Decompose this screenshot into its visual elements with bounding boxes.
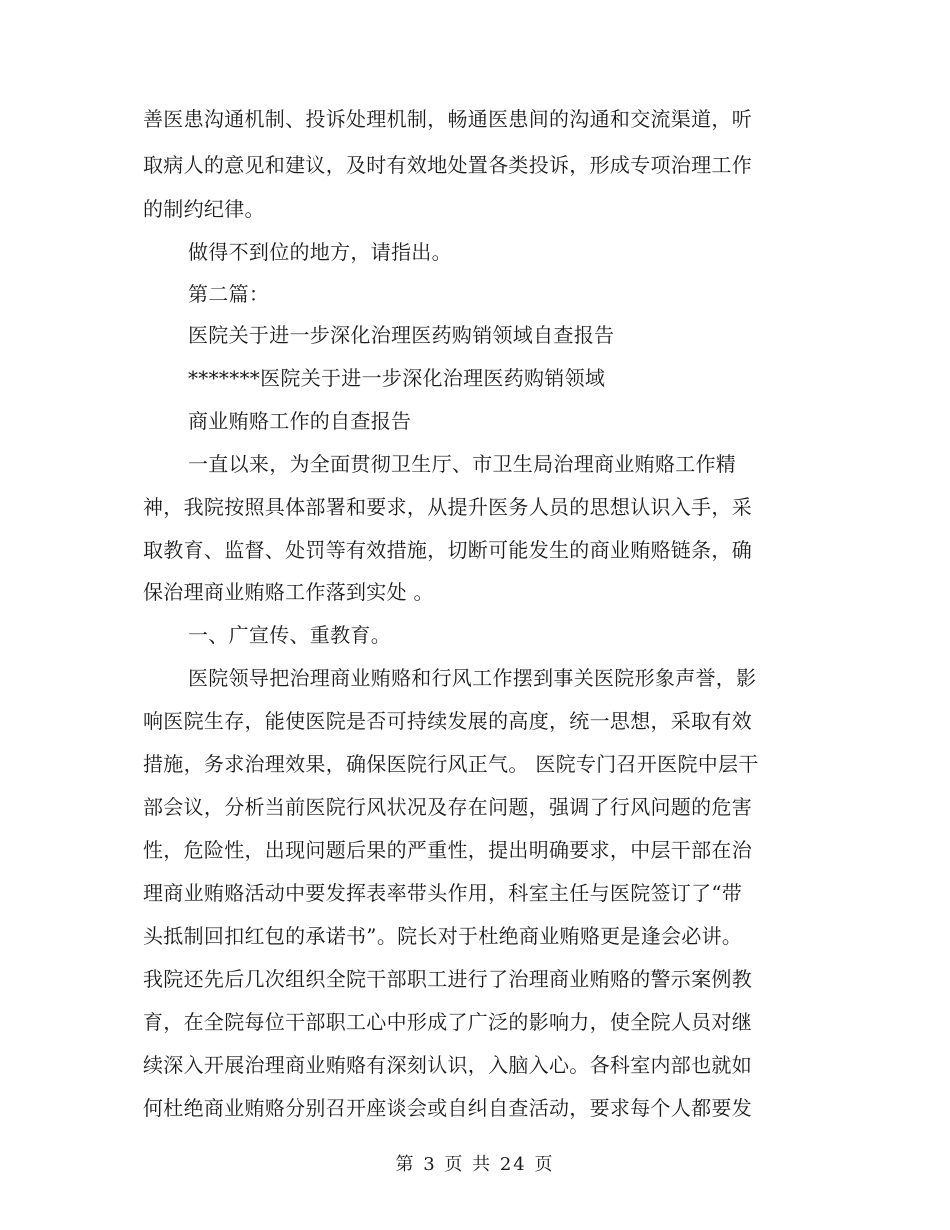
text-line: 取病人的意见和建议，及时有效地处置各类投诉，形成专项治理工作 [143,153,752,177]
text-line: 取教育、监督、处罚等有效措施，切断可能发生的商业贿赂链条，确 [143,538,752,562]
text-line: 措施，务求治理效果，确保医院行风正气。 医院专门召开医院中层干 [143,752,759,776]
text-line: 做得不到位的地方，请指出。 [188,240,452,264]
text-line: 一直以来，为全面贯彻卫生厅、市卫生局治理商业贿赂工作精 [188,452,737,476]
text-line: 善医患沟通机制、投诉处理机制，畅通医患间的沟通和交流渠道，听 [143,107,752,131]
report-heading: *******医院关于进一步深化治理医药购销领域 [188,366,606,390]
text-line: 何杜绝商业贿赂分别召开座谈会或自纠自查活动，要求每个人都要发 [143,1096,752,1120]
text-line: 医院领导把治理商业贿赂和行风工作摆到事关医院形象声誉，影 [188,666,757,690]
text-line: 头抵制回扣红包的承诺书”。院长对于杜绝商业贿赂更是逢会必讲。 [143,924,743,948]
text-line: 性，危险性，出现问题后果的严重性，提出明确要求，中层干部在治 [143,838,752,862]
text-line: 部会议，分析当前医院行风状况及存在问题，强调了行风问题的危害 [143,795,752,819]
text-line: 的制约纪律。 [143,197,265,221]
section-label: 第二篇： [188,282,270,306]
text-line: 我院还先后几次组织全院干部职工进行了治理商业贿赂的警示案例教 [143,967,752,991]
text-line: 续深入开展治理商业贿赂有深刻认识，入脑入心。各科室内部也就如 [143,1053,752,1077]
text-line: 育，在全院每位干部职工心中形成了广泛的影响力，使全院人员对继 [143,1010,752,1034]
report-heading: 商业贿赂工作的自查报告 [188,409,412,433]
section-heading: 一、广宣传、重教育。 [188,623,391,647]
page-number-footer: 第 3 页 共 24 页 [395,1154,555,1175]
text-line: 理商业贿赂活动中要发挥表率带头作用，科室主任与医院签订了“带 [143,881,743,905]
document-title: 医院关于进一步深化治理医药购销领域自查报告 [188,323,615,347]
text-line: 神，我院按照具体部署和要求，从提升医务人员的思想认识入手，采 [143,495,752,519]
text-line: 响医院生存，能使医院是否可持续发展的高度，统一思想，采取有效 [143,709,752,733]
text-line: 保治理商业贿赂工作落到实处 。 [143,580,434,604]
